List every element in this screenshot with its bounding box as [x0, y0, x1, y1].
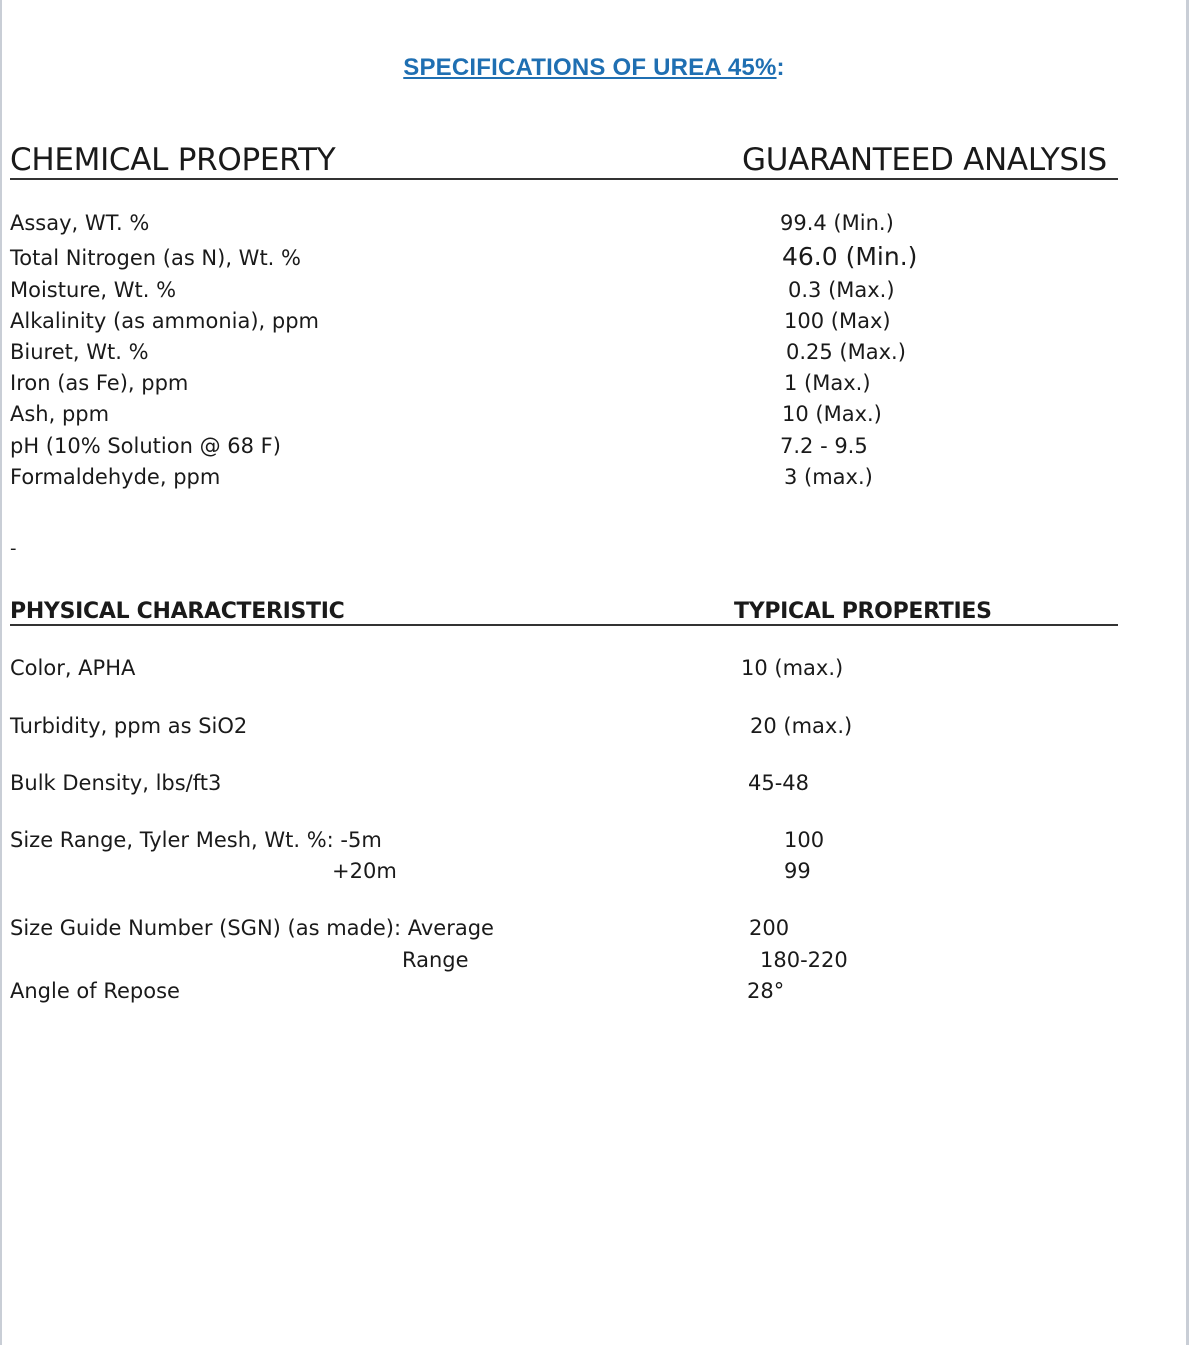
physical-row-label: Color, APHA	[10, 656, 136, 680]
physical-row-value: 100	[784, 828, 825, 852]
title-text: SPECIFICATIONS OF UREA 45%	[403, 54, 777, 81]
physical-row-value: 200	[749, 916, 790, 940]
chemical-row-label: Total Nitrogen (as N), Wt. %	[10, 246, 301, 270]
separator-dash: -	[10, 538, 17, 559]
chemical-row-label: Assay, WT. %	[10, 211, 150, 235]
chemical-section-header	[10, 136, 1118, 180]
guaranteed-analysis-heading: GUARANTEED ANALYSIS	[742, 142, 1107, 178]
chemical-row-value: 10 (Max.)	[782, 402, 882, 426]
chemical-row-value: 3 (max.)	[784, 465, 873, 489]
chemical-row-value: 7.2 - 9.5	[780, 434, 868, 458]
chemical-row-value: 100 (Max)	[784, 309, 891, 333]
chemical-row-value: 0.3 (Max.)	[788, 278, 895, 302]
physical-row-value: 28°	[747, 979, 785, 1003]
chemical-row-label: Moisture, Wt. %	[10, 278, 177, 302]
physical-row-label: Bulk Density, lbs/ft3	[10, 771, 222, 795]
chemical-row-value: 1 (Max.)	[784, 371, 871, 395]
physical-row-value: 10 (max.)	[741, 656, 844, 680]
chemical-property-heading: CHEMICAL PROPERTY	[10, 142, 336, 178]
physical-row-label: Angle of Repose	[10, 979, 180, 1003]
physical-row-label: +20m	[332, 859, 397, 883]
physical-row-label: Size Range, Tyler Mesh, Wt. %: -5m	[10, 828, 382, 852]
chemical-row-label: Ash, ppm	[10, 402, 110, 426]
chemical-row-label: Formaldehyde, ppm	[10, 465, 221, 489]
title-colon: :	[776, 54, 785, 81]
physical-row-value: 99	[784, 859, 811, 883]
chemical-row-value: 99.4 (Min.)	[780, 211, 894, 235]
physical-row-label: Size Guide Number (SGN) (as made): Average	[10, 916, 494, 940]
chemical-row-value: 46.0 (Min.)	[782, 242, 918, 271]
chemical-row-value: 0.25 (Max.)	[786, 340, 906, 364]
physical-characteristic-heading: PHYSICAL CHARACTERISTIC	[10, 599, 345, 624]
chemical-row-label: Biuret, Wt. %	[10, 340, 149, 364]
typical-properties-heading: TYPICAL PROPERTIES	[734, 599, 992, 624]
physical-row-label: Range	[402, 948, 469, 972]
physical-section-header	[10, 594, 1118, 626]
physical-row-value: 180-220	[760, 948, 848, 972]
physical-row-label: Turbidity, ppm as SiO2	[10, 714, 248, 738]
chemical-row-label: Iron (as Fe), ppm	[10, 371, 189, 395]
physical-row-value: 45-48	[748, 771, 810, 795]
chemical-row-label: pH (10% Solution @ 68 F)	[10, 434, 281, 458]
physical-row-value: 20 (max.)	[750, 714, 853, 738]
chemical-row-label: Alkalinity (as ammonia), ppm	[10, 309, 319, 333]
document-title	[2, 54, 1186, 82]
